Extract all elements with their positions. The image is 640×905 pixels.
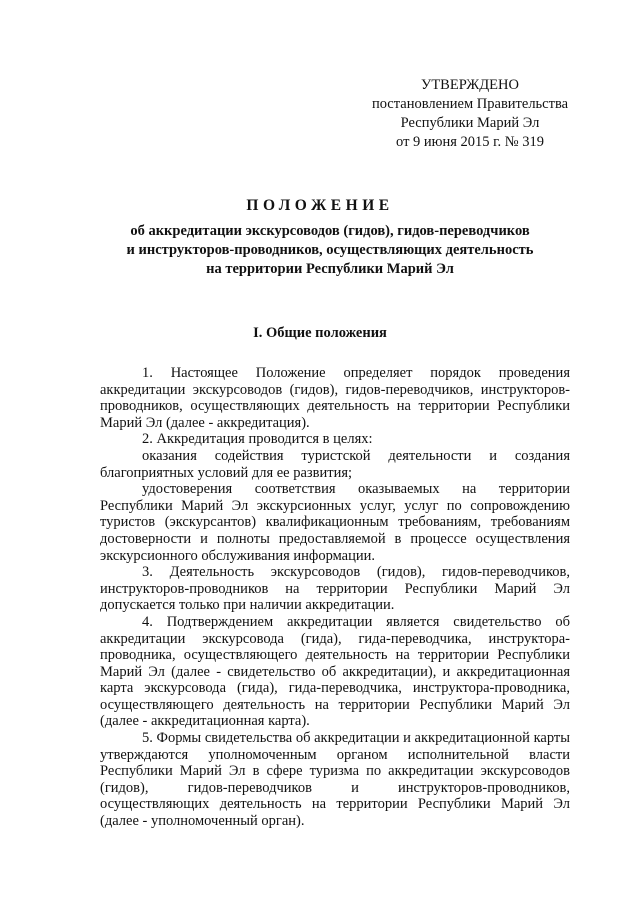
subtitle-line: об аккредитации экскурсоводов (гидов), гидов-переводчиков <box>130 223 530 239</box>
subtitle-line: на территории Республики Марий Эл <box>206 261 454 277</box>
section-heading: I. Общие положения <box>253 325 387 341</box>
approval-stamp <box>360 76 580 152</box>
paragraph-5: 3. Деятельность экскурсоводов (гидов), гидов-переводчиков, инструкторов-проводников на территории Республики Марий Эл допускается только при наличии аккредитации. <box>100 564 570 614</box>
paragraph-3: оказания содействия туристской деятельности и создания благоприятных условий для ее развития; <box>100 447 570 481</box>
document-title: ПОЛОЖЕНИЕ <box>246 197 394 214</box>
paragraph-4: удостоверения соответствия оказываемых на территории Республики Марий Эл экскурсионных услуг, услуг по сопровождению туристов (экскурсантов) квалификационным требованиям, требованиям достоверности и полноты предоставляемой в процессе осуществления экскурсионного обслуживания информации. <box>100 481 570 564</box>
paragraph-1: 1. Настоящее Положение определяет порядок проведения аккредитации экскурсоводов (гидов), гидов-переводчиков, инструкторов-проводников, осуществляющих деятельность на территории Республики Марий Эл (далее - аккредитация). <box>100 365 570 431</box>
approval-line: Республики Марий Эл <box>400 115 540 131</box>
paragraph-7: 5. Формы свидетельства об аккредитации и аккредитационной карты утверждаются уполномоченным органом исполнительной власти Республики Марий Эл в сфере туризма по аккредитации экскурсоводов (гидов), гидов-переводчиков и инструкторов-проводников, осуществляющих деятельность на территории Республики Марий Эл (далее - уполномоченный орган). <box>100 730 570 830</box>
approval-heading: УТВЕРЖДЕНО <box>421 77 519 93</box>
document-subtitle <box>100 222 560 279</box>
subtitle-line: и инструкторов-проводников, осуществляющих деятельность <box>126 242 534 258</box>
document-body <box>100 365 570 830</box>
paragraph-6: 4. Подтверждением аккредитации является свидетельство об аккредитации экскурсовода (гида), гида-переводчика, инструктора-проводника, осуществляющего деятельность на территории Республики Марий Эл (далее - свидетельство об аккредитации), и аккредитационная карта экскурсовода (гида), гида-переводчика, инструктора-проводника, осуществляющего деятельность на территории Республики Марий Эл (далее - аккредитационная карта). <box>100 613 570 730</box>
approval-line: постановлением Правительства <box>371 96 569 112</box>
paragraph-2: 2. Аккредитация проводится в целях: <box>142 431 373 448</box>
approval-date-number: от 9 июня 2015 г. № 319 <box>396 134 544 150</box>
